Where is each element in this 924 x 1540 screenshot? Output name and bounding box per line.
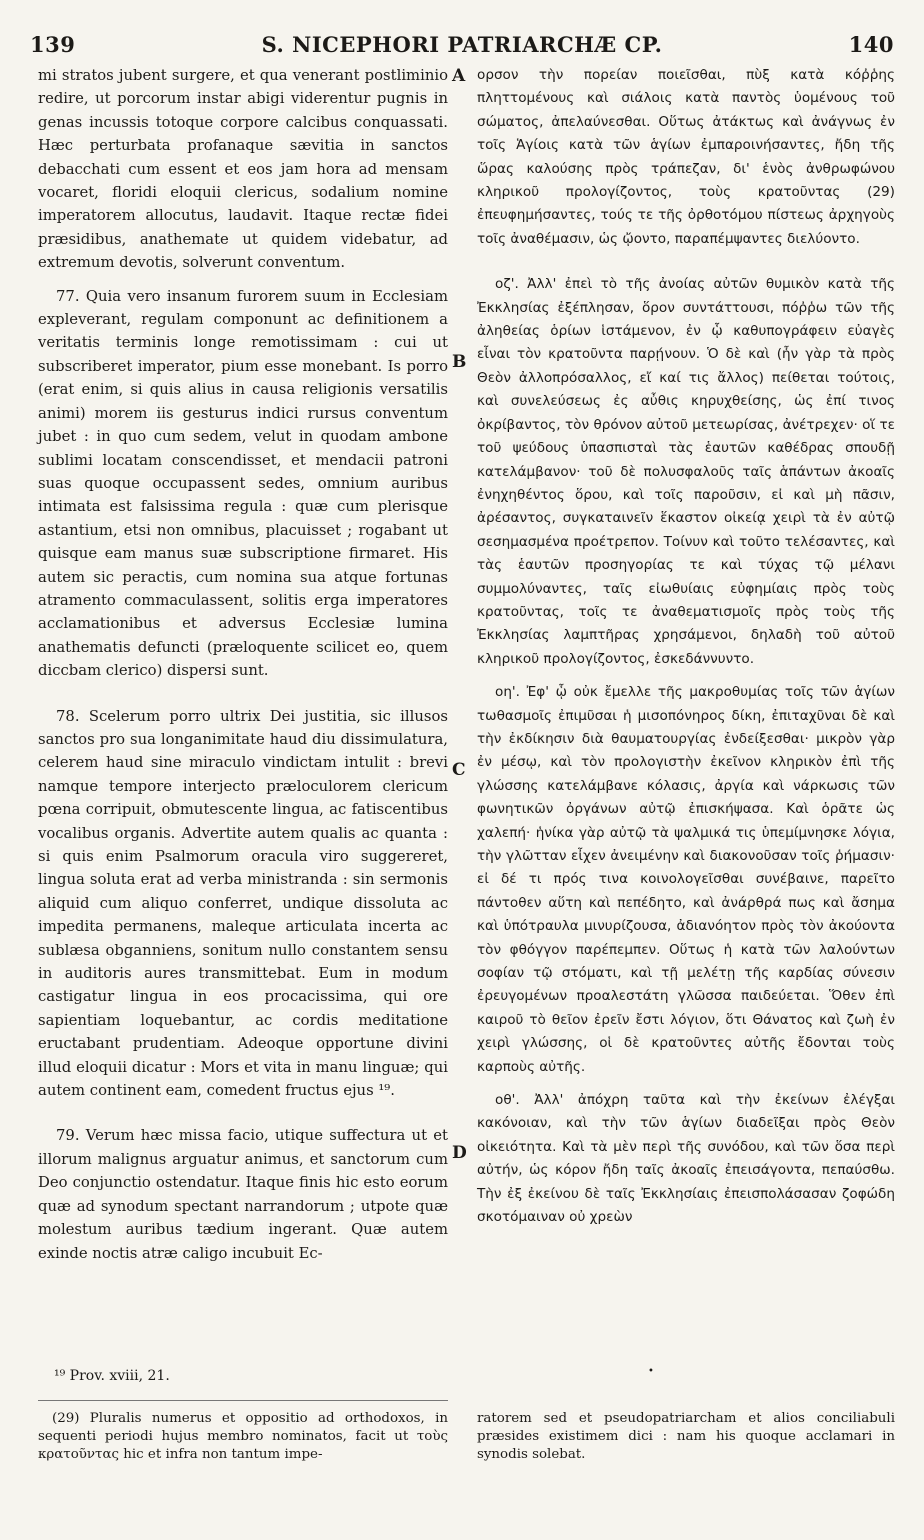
page-number-left: 139 (30, 32, 76, 57)
stray-mark: • (648, 1366, 654, 1377)
footnote-29-end: ratorem sed et pseudopatriarcham et alios conciliabuli præsides existimem dici : nam his quoque acclamari in synodis solebat. (477, 1411, 895, 1462)
margin-marker-d: D (452, 1143, 467, 1163)
footnote-right (477, 1410, 895, 1464)
latin-paragraph-77: 77. Quia vero insanum furorem suum in Ecclesiam expleverant, regulam componunt ac definitionem a veritatis terminis longe remotissimam : cui ut subscriberet imperator, pium esse monebant. Is porro (erat enim, si quis alius in causa religionis versatilis animi) morem iis gesturus indici rursus conventum jubet : in quo cum sedem, velut in quodam ambone sublimi locatam conscendisset, et mendacii patroni suas quoque occupassent sedes, omnium auribus intimata est falsissima regula : quæ cum plerisque astantium, etsi non omnibus, placuisset ; rogabant ut quisque eam manus suæ subscriptione firmaret. His autem sic peractis, cum nomina sua atque fortunas atramento commaculassent, solitis erga imperatores acclamationibus et adversus Ecclesiæ lumina anathematis defuncti (præloquente scilicet eo, quem diccbam clerico) dispersi sunt. (38, 287, 448, 680)
margin-marker-c: C (452, 760, 466, 780)
greek-paragraph-79: οθ'. Ἀλλ' ἀπόχρη ταῦτα καὶ τὴν ἐκείνων ἐλέγξαι κακόνοιαν, καὶ τὴν τῶν ἁγίων διαδεῖξαι πρὸς Θεὸν οἰκειότητα. Καὶ τὰ μὲν περὶ τῆς συνόδου, καὶ τῶν ὅσα περὶ αὐτήν, ὡς κόρον ἤδη ταῖς ἀκοαῖς ἐπεισάγοντα, πεπαύσθω. Τὴν ἐξ ἐκείνου δὲ ταῖς Ἐκκλησίαις ἐπεισπολάσασαν ζοφώδη σκοτόμαιναν οὐ χρεὼν (477, 1092, 895, 1226)
page-number-right: 140 (848, 32, 894, 57)
footnote-scripture-reference: ¹⁹ Prov. xviii, 21. (54, 1368, 170, 1384)
latin-paragraph-76-end: mi stratos jubent surgere, et qua venerant postliminio redire, ut porcorum instar abigi viderentur pugnis in genas incussis totoque corpore calcibus conquassati. Hæc perturbata profanaque sævitia in sanctos debacchati cum essent et eos jam hora ad mensam vocaret, floridi eloquii clericus, sodalium nomine imperatorem allocutus, laudavit. Itaque rectæ fidei præsidibus, anathemate ut quidem videbatur, ad extremum devotis, solverunt conventum. (38, 67, 448, 272)
footnote-rule (38, 1400, 448, 1401)
latin-column (38, 64, 448, 1275)
greek-column (477, 64, 895, 1240)
running-title: S. NICEPHORI PATRIARCHÆ CP. (261, 32, 663, 57)
latin-paragraph-79: 79. Verum hæc missa facio, utique suffectura ut et illorum malignus arguatur animus, et sanctorum cum Deo conjunctio ostendatur. Itaque finis hic esto eorum quæ ad synodum spectant narrandorum ; utpote quæ molestum auribus tædium ingerant. Quæ autem exinde noctis atræ caligo incubuit Ec- (38, 1127, 448, 1262)
greek-paragraph-76-end: ορσον τὴν πορείαν ποιεῖσθαι, πὺξ κατὰ κόῤῥης πληττομένους καὶ σιάλοις κατὰ παντὸς ὑομένους τοῦ σώματος, ἀπελαύνεσθαι. Οὕτως ἀτάκτως καὶ ἀνάγνως ἐν τοῖς Ἁγίοις κατὰ τῶν ἁγίων ἐμπαροινήσαντες, ἤδη τῆς ὥρας καλούσης πρὸς τράπεζαν, δι' ἑνὸς ἀνθρωφώνου κληρικοῦ προλογίζοντος, τοὺς κρατοῦντας (29) ἐπευφημήσαντες, τούς τε τῆς ὀρθοτόμου πίστεως ἀρχηγοὺς τοῖς ἀναθέμασιν, ὡς ᾤοντο, παραπέμψαντες διελύοντο. (477, 67, 895, 247)
latin-paragraph-78: 78. Scelerum porro ultrix Dei justitia, sic illusos sanctos pro sua longanimitate haud diu dissimulatura, celerem haud sine miraculo vindictam intulit : brevi namque tempore interjecto præloculorem clericum pœna corripuit, obmutescente lingua, ac fatiscentibus vocalibus organis. Advertite autem qualis ac quanta : si quis enim Psalmorum oracula viro suggereret, lingua soluta erat ad verba ministranda : sin sermonis aliquid cum aliquo conferret, undique dissoluta ac impedita permanens, maleque articulata incerta ac sublæsa obganniens, sonitum nullo constantem sensu in auditoris aures transmittebat. Eum in modum castigatur lingua in eos procacissima, qui ore sapientiam loquebantur, ac cordis meditatione eructabant prudentiam. Adeoque opportune divini illud eloquii dicatur : Mors et vita in manu linguæ; qui autem continent eam, comedent fructus ejus ¹⁹. (38, 707, 448, 1100)
greek-paragraph-77: οζ'. Ἀλλ' ἐπεὶ τὸ τῆς ἀνοίας αὐτῶν θυμικὸν κατὰ τῆς Ἐκκλησίας ἐξέπλησαν, ὅρον συντάττουσι, πόῤῥω τῶν τῆς ἀληθείας ὁρίων ἱστάμενον, ἐν ᾧ καθυπογράφειν εὐαγὲς εἶναι τὸν κρατοῦντα παρῄνουν. Ὁ δὲ καὶ (ἦν γὰρ τὰ πρὸς Θεὸν ἀλλοπρόσαλλος, εἴ καί τις ἄλλος) πείθεται τούτοις, καὶ συνελεύσεως ἐς αὖθις κηρυχθείσης, ὡς ἐπί τινος ὀκρίβαντος, τὸν θρόνον αὐτοῦ μετεωρίσας, ἀνέτρεχεν· οἵ τε τοῦ ψεύδους ὑπασπισταὶ τὰς ἑαυτῶν καθέδρας σπουδῇ κατελάμβανον· τοῦ δὲ πολυσφαλοῦς ταῖς ἁπάντων ἀκοαῖς ἐνηχηθέντος ὅρου, καὶ τοῖς παροῦσιν, εἰ καὶ μὴ πᾶσιν, ἀρέσαντος, συγκαταινεῖν ἕκαστον οἰκείᾳ χειρὶ τὰ ἐν αὐτῷ σεσημασμένα προέτρεπον. Τοίνυν καὶ τοῦτο τελέσαντες, καὶ τὰς ἑαυτῶν προσηγορίας τε καὶ τύχας τῷ μέλανι συμμολύναντες, ταῖς εἰωθυίαις εὐφημίαις πρὸς τοὺς κρατοῦντας, τοῖς τε ἀναθεματισμοῖς πρὸς τοὺς τῆς Ἐκκλησίας λαμπτῆρας χρησάμενοι, δηλαδὴ τοῦ αὐτοῦ κληρικοῦ προλογίζοντος, ἐσκεδάννυντο. (477, 276, 895, 667)
margin-marker-a: A (452, 66, 466, 86)
footnote-29-start: (29) Pluralis numerus et oppositio ad orthodoxos, in sequenti periodi hujus membro nominatos, facit ut τοὺς κρατοῦντας hic et infra non tantum impe- (38, 1411, 448, 1462)
margin-marker-b: B (452, 352, 467, 372)
greek-paragraph-78: οη'. Ἐφ' ᾧ οὐκ ἔμελλε τῆς μακροθυμίας τοῖς τῶν ἁγίων τωθασμοῖς ἐπιμῦσαι ἡ μισοπόνηρος δίκη, ἐπιταχῦναι δὲ καὶ τὴν ἐκδίκησιν διὰ θαυματουργίας ἐνδείξεσθαι· μικρὸν γὰρ ἐν μέσῳ, καὶ τὸν προλογιστὴν ἐκεῖνον κληρικὸν ἐπὶ τῆς γλώσσης κατελάμβανε κόλασις, ἀργία καὶ νάρκωσις τῶν φωνητικῶν ὀργάνων αὐτῷ ἐπισκήψασα. Καὶ ὁρᾶτε ὡς χαλεπή· ἡνίκα γὰρ αὐτῷ τὰ ψαλμικά τις ὑπεμίμνησκε λόγια, τὴν γλῶτταν εἶχεν ἀνειμένην καὶ διακονοῦσαν τοῖς ῥήμασιν· εἰ δέ τι πρός τινα κοινολογεῖσθαι συνέβαινε, παρεῖτο πάντοθεν αὕτη καὶ πεπέδητο, καὶ ἀνάρθρά πως καὶ ἄσημα καὶ ὑπότραυλα μινυρίζουσα, ἀδιανόητον πρὸς τὸν ἀκούοντα τὸν φθόγγον παρέπεμπεν. Οὕτως ἡ κατὰ τῶν λαλούντων σοφίαν τῷ στόματι, καὶ τῇ μελέτῃ τῆς καρδίας σύνεσιν ἐρευγομένων προαλεστάτη γλῶσσα παιδεύεται. Ὅθεν ἐπὶ καιροῦ τὸ θεῖον ἐρεῖν ἔστι λόγιον, ὅτι Θάνατος καὶ ζωὴ ἐν χειρὶ γλώσσης, οἱ δὲ κρατοῦντες αὐτῆς ἔδονται τοὺς καρποὺς αὐτῆς. (477, 684, 895, 1075)
footnote-left (38, 1410, 448, 1464)
page-header (30, 32, 894, 62)
